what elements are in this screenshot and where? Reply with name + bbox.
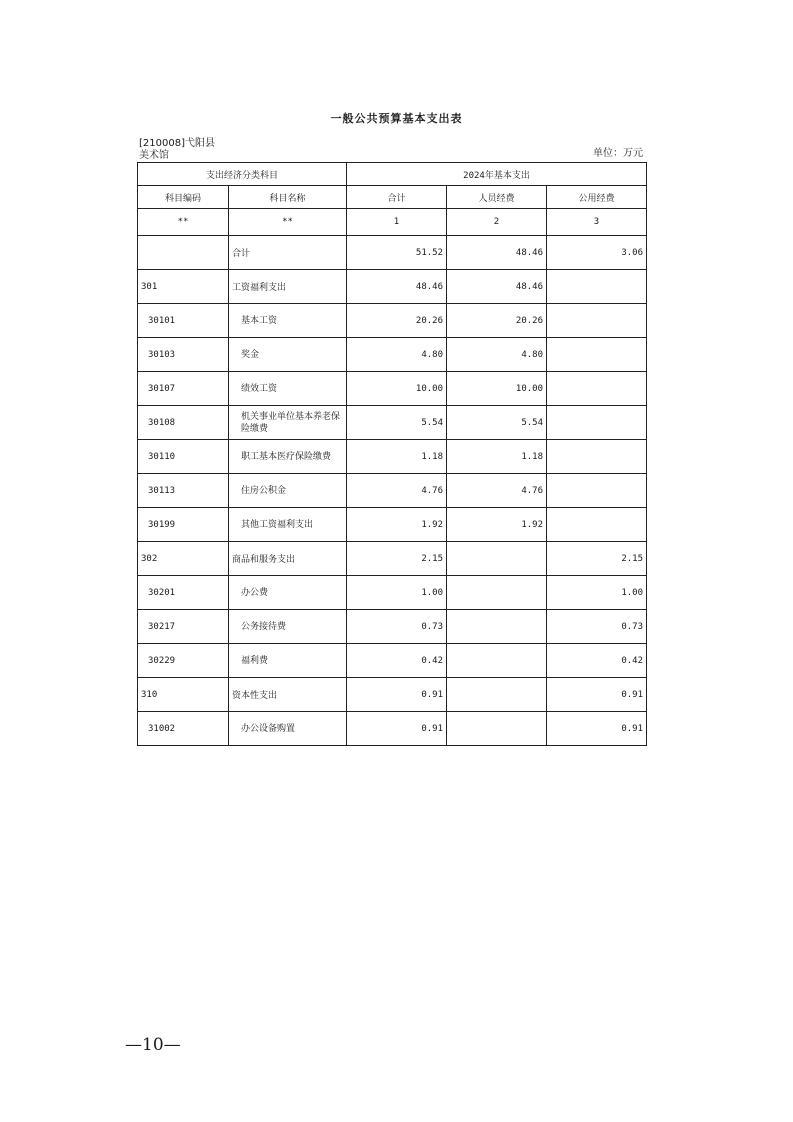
row-total: 20.26 bbox=[347, 304, 447, 338]
page-number: —10— bbox=[125, 1035, 181, 1055]
row-name: 绩效工资 bbox=[229, 372, 347, 406]
row-total: 10.00 bbox=[347, 372, 447, 406]
organization-label bbox=[139, 138, 215, 162]
row-code: 30108 bbox=[138, 406, 229, 440]
table-row bbox=[138, 576, 647, 610]
table-row bbox=[138, 236, 647, 270]
row-personnel bbox=[447, 644, 547, 678]
table-row bbox=[138, 372, 647, 406]
row-name: 基本工资 bbox=[229, 304, 347, 338]
organization-name: 美术馆 bbox=[139, 150, 169, 161]
row-public: 3.06 bbox=[547, 236, 647, 270]
row-name: 住房公积金 bbox=[229, 474, 347, 508]
row-total: 0.73 bbox=[347, 610, 447, 644]
row-name: 办公设备购置 bbox=[229, 712, 347, 746]
row-name: 工资福利支出 bbox=[229, 270, 347, 304]
table-row bbox=[138, 474, 647, 508]
row-personnel: 10.00 bbox=[447, 372, 547, 406]
budget-table bbox=[137, 162, 647, 746]
row-code: 30113 bbox=[138, 474, 229, 508]
row-code: 30217 bbox=[138, 610, 229, 644]
table-row bbox=[138, 712, 647, 746]
row-name: 福利费 bbox=[229, 644, 347, 678]
row-personnel bbox=[447, 576, 547, 610]
row-personnel bbox=[447, 678, 547, 712]
row-public: 0.42 bbox=[547, 644, 647, 678]
row-public bbox=[547, 372, 647, 406]
row-code: 302 bbox=[138, 542, 229, 576]
row-personnel: 1.92 bbox=[447, 508, 547, 542]
row-personnel: 48.46 bbox=[447, 236, 547, 270]
row-personnel: 4.76 bbox=[447, 474, 547, 508]
index-public: 3 bbox=[547, 209, 647, 236]
row-personnel: 4.80 bbox=[447, 338, 547, 372]
header-name: 科目名称 bbox=[229, 186, 347, 209]
row-code: 301 bbox=[138, 270, 229, 304]
row-public: 0.91 bbox=[547, 712, 647, 746]
row-code: 30110 bbox=[138, 440, 229, 474]
table-row bbox=[138, 644, 647, 678]
row-public: 0.91 bbox=[547, 678, 647, 712]
row-public bbox=[547, 270, 647, 304]
unit-label: 单位：万元 bbox=[593, 148, 643, 159]
header-total: 合计 bbox=[347, 186, 447, 209]
row-total: 48.46 bbox=[347, 270, 447, 304]
index-personnel: 2 bbox=[447, 209, 547, 236]
row-name: 公务接待费 bbox=[229, 610, 347, 644]
row-total: 1.18 bbox=[347, 440, 447, 474]
table-row bbox=[138, 508, 647, 542]
row-code: 30103 bbox=[138, 338, 229, 372]
table-row bbox=[138, 270, 647, 304]
row-public: 1.00 bbox=[547, 576, 647, 610]
row-personnel bbox=[447, 712, 547, 746]
organization-code: [210008]弋阳县 bbox=[139, 138, 215, 149]
row-total: 51.52 bbox=[347, 236, 447, 270]
header-group-classification: 支出经济分类科目 bbox=[138, 163, 347, 186]
row-personnel: 48.46 bbox=[447, 270, 547, 304]
header-code: 科目编码 bbox=[138, 186, 229, 209]
row-personnel: 20.26 bbox=[447, 304, 547, 338]
index-name: ** bbox=[229, 209, 347, 236]
row-name: 职工基本医疗保险缴费 bbox=[229, 440, 347, 474]
row-public: 2.15 bbox=[547, 542, 647, 576]
row-public bbox=[547, 338, 647, 372]
row-name: 资本性支出 bbox=[229, 678, 347, 712]
table-row bbox=[138, 406, 647, 440]
row-code: 31002 bbox=[138, 712, 229, 746]
table-row bbox=[138, 678, 647, 712]
row-total: 0.91 bbox=[347, 678, 447, 712]
row-code: 30199 bbox=[138, 508, 229, 542]
row-name: 其他工资福利支出 bbox=[229, 508, 347, 542]
header-group-basic-expenditure: 2024年基本支出 bbox=[347, 163, 647, 186]
table-row bbox=[138, 610, 647, 644]
row-code: 30101 bbox=[138, 304, 229, 338]
row-personnel: 5.54 bbox=[447, 406, 547, 440]
row-total: 1.92 bbox=[347, 508, 447, 542]
table-row bbox=[138, 338, 647, 372]
table-row bbox=[138, 440, 647, 474]
table-body bbox=[138, 236, 647, 746]
row-public bbox=[547, 304, 647, 338]
header-public: 公用经费 bbox=[547, 186, 647, 209]
row-code: 30229 bbox=[138, 644, 229, 678]
row-name: 奖金 bbox=[229, 338, 347, 372]
table-row bbox=[138, 304, 647, 338]
header-index-row bbox=[138, 209, 647, 236]
row-total: 0.91 bbox=[347, 712, 447, 746]
row-public bbox=[547, 440, 647, 474]
header-group-row bbox=[138, 163, 647, 186]
row-total: 4.76 bbox=[347, 474, 447, 508]
row-name: 机关事业单位基本养老保险缴费 bbox=[229, 406, 347, 440]
row-name: 商品和服务支出 bbox=[229, 542, 347, 576]
row-total: 2.15 bbox=[347, 542, 447, 576]
row-code bbox=[138, 236, 229, 270]
row-personnel bbox=[447, 610, 547, 644]
row-total: 5.54 bbox=[347, 406, 447, 440]
row-public bbox=[547, 474, 647, 508]
row-public bbox=[547, 508, 647, 542]
row-name: 合计 bbox=[229, 236, 347, 270]
table-row bbox=[138, 542, 647, 576]
row-code: 30201 bbox=[138, 576, 229, 610]
row-code: 30107 bbox=[138, 372, 229, 406]
row-personnel: 1.18 bbox=[447, 440, 547, 474]
row-code: 310 bbox=[138, 678, 229, 712]
index-code: ** bbox=[138, 209, 229, 236]
row-total: 1.00 bbox=[347, 576, 447, 610]
row-name: 办公费 bbox=[229, 576, 347, 610]
table-title: 一般公共预算基本支出表 bbox=[330, 112, 463, 125]
index-total: 1 bbox=[347, 209, 447, 236]
header-personnel: 人员经费 bbox=[447, 186, 547, 209]
header-column-row bbox=[138, 186, 647, 209]
row-personnel bbox=[447, 542, 547, 576]
row-total: 4.80 bbox=[347, 338, 447, 372]
row-public bbox=[547, 406, 647, 440]
row-total: 0.42 bbox=[347, 644, 447, 678]
row-public: 0.73 bbox=[547, 610, 647, 644]
